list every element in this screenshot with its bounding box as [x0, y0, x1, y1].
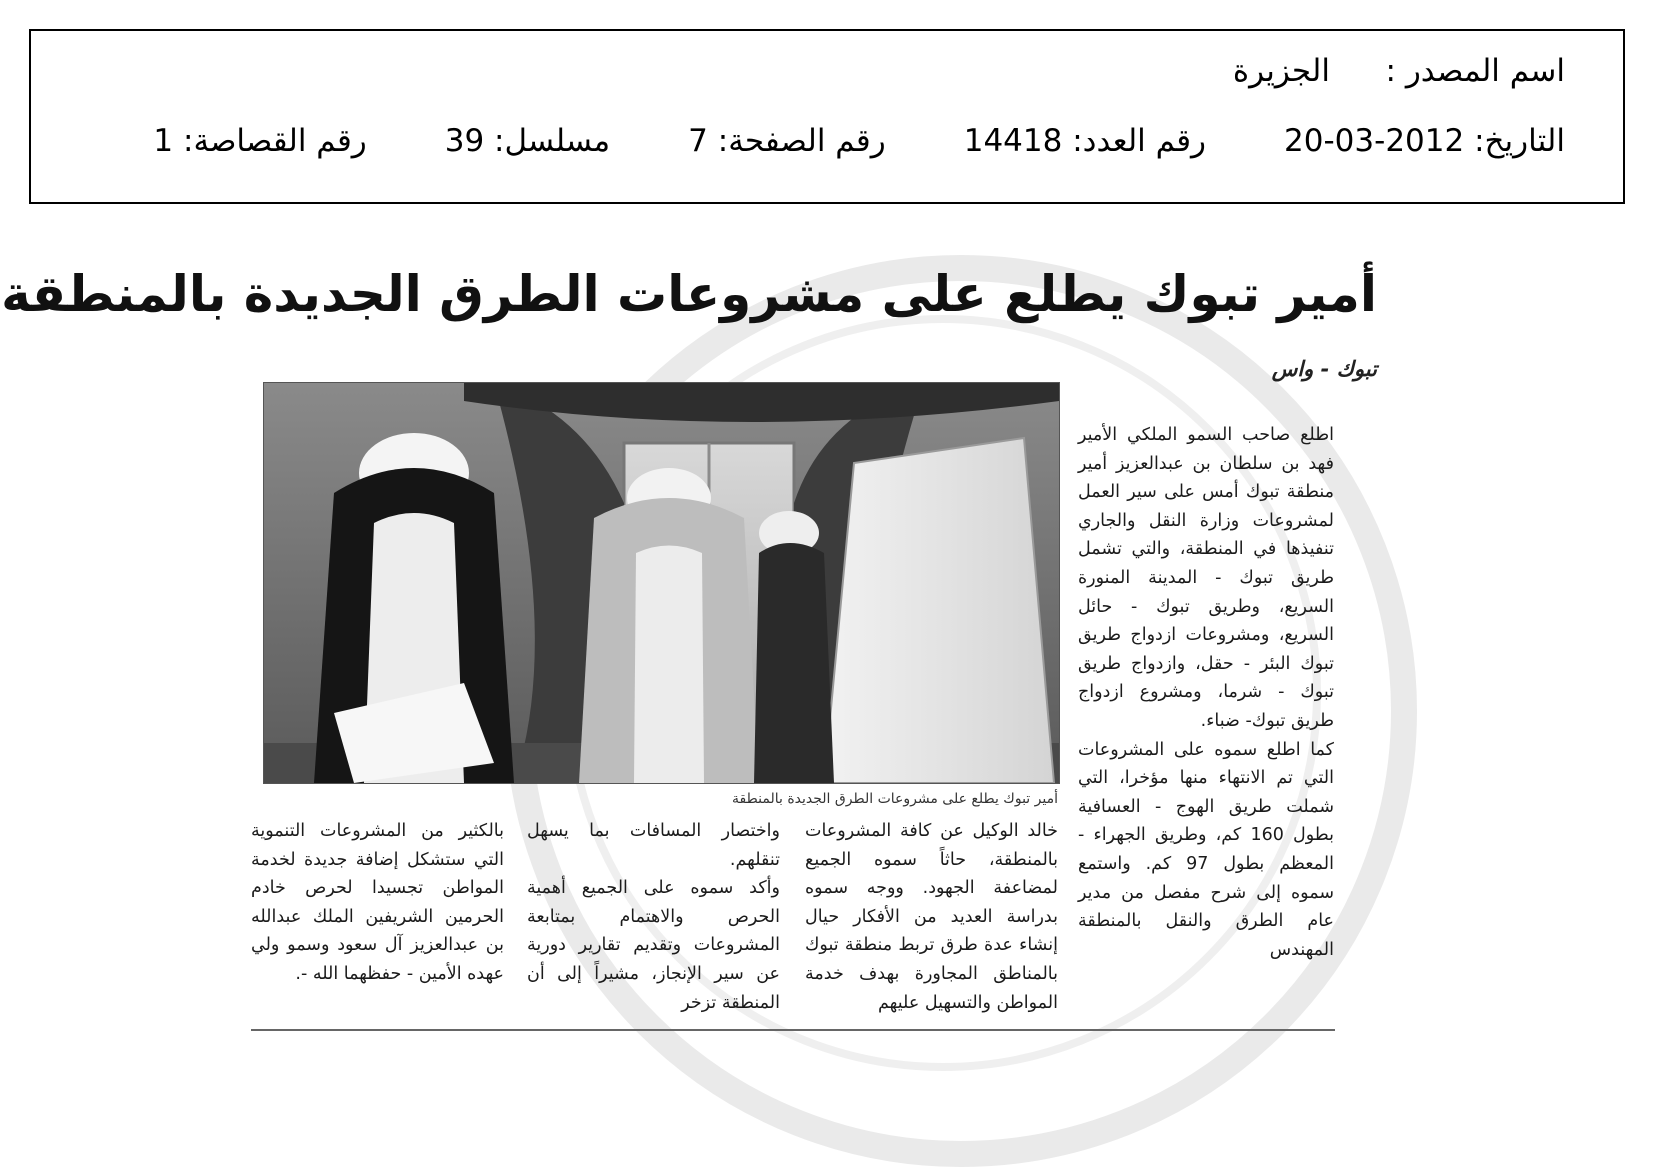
article-column-bottom-3 — [251, 817, 504, 989]
clipping-metadata-box — [29, 29, 1625, 204]
clip-number-value: 1 — [153, 123, 174, 159]
issue-label: رقم العدد: — [1072, 123, 1207, 159]
article-headline: أمير تبوك يطلع على مشروعات الطرق الجديدة بالمنطقة — [1, 265, 1377, 323]
page-label: رقم الصفحة: — [717, 123, 886, 159]
newspaper-clipping — [1, 235, 1417, 1093]
source-label: اسم المصدر : — [1385, 53, 1565, 89]
photo-illustration — [264, 383, 1059, 783]
source-row — [71, 53, 1565, 89]
date-field — [1284, 123, 1565, 159]
article-paragraph-6: بالكثير من المشروعات التنموية التي ستشكل إضافة جديدة لخدمة المواطن تجسيدا لحرص خادم الحرمين الشريفين الملك عبدالله بن عبدالعزيز آل سعود وسمو ولي عهده الأمين - حفظهما الله -. — [251, 821, 504, 984]
serial-value: 39 — [444, 123, 485, 159]
article-dateline: تبوك - واس — [1271, 357, 1377, 381]
issue-value: 14418 — [963, 123, 1063, 159]
serial-field — [445, 123, 610, 159]
article-paragraph-4: واختصار المسافات بما يسهل تنقلهم. — [527, 821, 780, 870]
page-field — [688, 123, 886, 159]
article-column-right — [1078, 421, 1334, 964]
article-paragraph-3: خالد الوكيل عن كافة المشروعات بالمنطقة، حاثاً سموه الجميع لمضاعفة الجهود. ووجه سموه بدراسة العديد من الأفكار حيال إنشاء عدة طرق تربط منطقة تبوك بالمناطق المجاورة بهدف خدمة المواطن والتسهيل عليهم — [805, 821, 1058, 1013]
article-column-bottom-2 — [527, 817, 780, 1017]
date-value: 2012-03-20 — [1284, 123, 1465, 159]
clip-number-label: رقم القصاصة: — [183, 123, 367, 159]
article-photo — [263, 382, 1060, 784]
issue-field — [964, 123, 1206, 159]
details-row — [71, 123, 1565, 159]
article-paragraph-2: كما اطلع سموه على المشروعات التي تم الانتهاء منها مؤخرا، التي شملت طريق الهوج - العسافية بطول 160 كم، وطريق الجهراء - المعظم بطول 97 كم. واستمع سموه إلى شرح مفصل من مدير عام الطرق والنقل بالمنطقة المهندس — [1078, 739, 1334, 960]
source-value: الجزيرة — [1232, 53, 1330, 89]
page-value: 7 — [688, 123, 708, 159]
article-paragraph-5: وأكد سموه على الجميع أهمية الحرص والاهتمام بمتابعة المشروعات وتقديم تقارير دورية عن سير الإنجاز، مشيراً إلى أن المنطقة تزخر — [527, 878, 780, 1013]
serial-label: مسلسل: — [494, 123, 611, 159]
bottom-divider — [251, 1029, 1335, 1031]
date-label: التاريخ: — [1474, 123, 1565, 159]
article-column-bottom-1 — [805, 817, 1058, 1017]
clip-number-field — [153, 123, 366, 159]
photo-caption: أمير تبوك يطلع على مشروعات الطرق الجديدة بالمنطقة — [732, 791, 1058, 807]
article-paragraph-1: اطلع صاحب السمو الملكي الأمير فهد بن سلطان بن عبدالعزيز أمير منطقة تبوك أمس على سير العمل لمشروعات وزارة النقل والجاري تنفيذها في المنطقة، والتي تشمل طريق تبوك - المدينة المنورة السريع، وطريق تبوك - حائل السريع، ومشروعات ازدواج طريق تبوك البئر - حقل، وازدواج طريق تبوك - شرما، ومشروع ازدواج طريق تبوك- ضباء. — [1078, 425, 1334, 731]
